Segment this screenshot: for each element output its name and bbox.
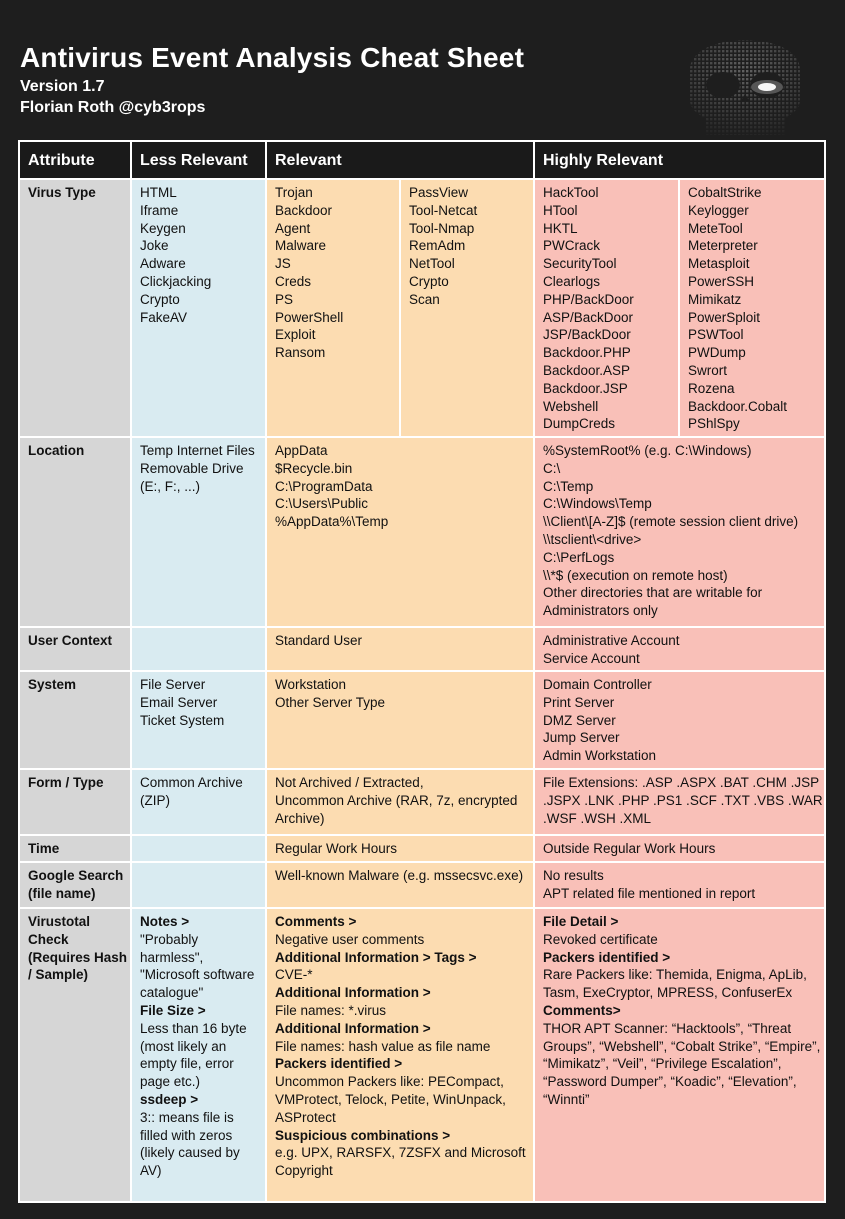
cell-line: Outside Regular Work Hours xyxy=(543,841,716,856)
cell-line: CobaltStrike xyxy=(688,185,762,200)
cell-line: AppData xyxy=(275,443,328,458)
cell-line: C:\ xyxy=(543,460,561,476)
cell-line: DumpCreds xyxy=(543,416,616,432)
cell-line: PShlSpy xyxy=(688,416,740,432)
cell-line: FakeAV xyxy=(140,309,188,325)
cell-line: Agent xyxy=(275,220,311,236)
cell-line: Backdoor.ASP xyxy=(543,362,631,378)
header-less-relevant: Less Relevant xyxy=(132,142,265,178)
cell-line: Location xyxy=(28,443,85,458)
cell-line: Standard User xyxy=(275,633,363,648)
cell-line: C:\Windows\Temp xyxy=(543,496,652,512)
cell-line: Rozena xyxy=(688,380,735,396)
cell-line: C:\Users\Public xyxy=(275,496,369,512)
cell-line: SecurityTool xyxy=(543,256,617,272)
attr-location xyxy=(20,438,130,626)
cell-line: No results xyxy=(543,868,604,883)
cell-line: catalogue" xyxy=(140,985,204,1001)
cell-line: Email Server xyxy=(140,694,218,710)
relevant-virus-type-col1 xyxy=(267,180,399,436)
cell-line: Other Server Type xyxy=(275,694,386,710)
author-label: Florian Roth @cyb3rops xyxy=(20,99,206,116)
cell-line: Comments > xyxy=(275,914,357,929)
relevant-virustotal xyxy=(267,909,533,1201)
cell-line: HKTL xyxy=(543,220,578,236)
cell-line: Service Account xyxy=(543,650,640,666)
cell-line: ASProtect xyxy=(275,1109,336,1125)
cell-line: File Server xyxy=(140,677,206,692)
cell-line: “Winnti” xyxy=(543,1091,590,1107)
cell-line: Crypto xyxy=(140,291,180,307)
cell-line: User Context xyxy=(28,633,113,648)
cell-line: PHP/BackDoor xyxy=(543,291,634,307)
cell-line: JSP/BackDoor xyxy=(543,327,631,343)
cell-line: File Extensions: .ASP .ASPX .BAT .CHM .JSP xyxy=(543,775,820,790)
high-form-type xyxy=(535,770,824,834)
cell-line: File Size > xyxy=(140,1002,206,1018)
cell-line: “Mimikatz”, “Veil”, “Privilege Escalation”, xyxy=(543,1056,782,1072)
cell-line: Additional Information > Tags > xyxy=(275,949,477,965)
less-form-type xyxy=(132,770,265,834)
cell-line: RemAdm xyxy=(409,238,466,254)
attr-form-type xyxy=(20,770,130,834)
cell-line: Print Server xyxy=(543,694,615,710)
cell-line: PSWTool xyxy=(688,327,744,343)
cell-line: Less than 16 byte xyxy=(140,1020,247,1036)
cell-line: HTML xyxy=(140,185,177,200)
cell-line: Archive) xyxy=(275,810,325,826)
cell-line: System xyxy=(28,677,77,692)
cell-line: PWDump xyxy=(688,345,746,361)
cell-line: $Recycle.bin xyxy=(275,460,353,476)
cell-line: \\tsclient\<drive> xyxy=(543,531,642,547)
cell-line: “Password Dumper”, “Koadic”, “Elevation”, xyxy=(543,1074,797,1090)
header-highly-relevant: Highly Relevant xyxy=(535,142,824,178)
cell-line: HTool xyxy=(543,202,578,218)
cell-line: Exploit xyxy=(275,327,316,343)
cell-line: ASP/BackDoor xyxy=(543,309,634,325)
cell-line: Backdoor.Cobalt xyxy=(688,398,788,414)
skull-icon xyxy=(650,10,840,145)
cell-line: JS xyxy=(275,256,291,272)
less-location xyxy=(132,438,265,626)
cell-line: Time xyxy=(28,841,60,856)
high-google-search xyxy=(535,863,824,907)
cell-line: Other directories that are writable for xyxy=(543,585,763,601)
attr-virus-type xyxy=(20,180,130,436)
cell-line: PWCrack xyxy=(543,238,600,254)
relevant-time xyxy=(267,836,533,861)
cell-line: Additional Information > xyxy=(275,985,431,1001)
cell-line: Workstation xyxy=(275,677,347,692)
cell-line: (file name) xyxy=(28,885,96,901)
cell-line: (ZIP) xyxy=(140,792,170,808)
cell-line: .JSPX .LNK .PHP .PS1 .SCF .TXT .VBS .WAR xyxy=(543,792,823,808)
cell-line: DMZ Server xyxy=(543,712,616,728)
cell-line: Iframe xyxy=(140,202,179,218)
cell-line: PassView xyxy=(409,185,469,200)
cell-line: Removable Drive xyxy=(140,460,244,476)
cell-line: Joke xyxy=(140,238,169,254)
cell-line: Temp Internet Files xyxy=(140,443,255,458)
cell-line: Keygen xyxy=(140,220,186,236)
cell-line: THOR APT Scanner: “Hacktools”, “Threat xyxy=(543,1020,792,1036)
cell-line: / Sample) xyxy=(28,967,89,983)
less-user-context xyxy=(132,628,265,670)
cell-line: page etc.) xyxy=(140,1074,201,1090)
cell-line: Virus Type xyxy=(28,185,96,200)
cell-line: Keylogger xyxy=(688,202,749,218)
cell-line: harmless", xyxy=(140,949,204,965)
cell-line: Revoked certificate xyxy=(543,931,658,947)
cell-line: Copyright xyxy=(275,1163,333,1179)
less-time xyxy=(132,836,265,861)
cell-line: C:\PerfLogs xyxy=(543,549,615,565)
high-virus-type-col1 xyxy=(535,180,678,436)
cell-line: 3:: means file is xyxy=(140,1109,234,1125)
cell-line: Meterpreter xyxy=(688,238,758,254)
cell-line: File names: *.virus xyxy=(275,1002,387,1018)
cell-line: File names: hash value as file name xyxy=(275,1038,491,1054)
cell-line: Ransom xyxy=(275,345,326,361)
cell-line: Scan xyxy=(409,291,440,307)
cheat-sheet-table xyxy=(18,140,826,1203)
relevant-location xyxy=(267,438,533,626)
less-google-search xyxy=(132,863,265,907)
cell-line: Malware xyxy=(275,238,327,254)
cell-line: Ticket System xyxy=(140,712,225,728)
cell-line: ssdeep > xyxy=(140,1091,199,1107)
cell-line: Notes > xyxy=(140,914,190,929)
header-attribute: Attribute xyxy=(20,142,130,178)
cell-line: Negative user comments xyxy=(275,931,425,947)
high-system xyxy=(535,672,824,768)
relevant-virus-type-col2 xyxy=(401,180,533,436)
cell-line: HackTool xyxy=(543,185,599,200)
cell-line: Packers identified > xyxy=(275,1056,403,1072)
cell-line: %SystemRoot% (e.g. C:\Windows) xyxy=(543,443,752,458)
cell-line: Administrators only xyxy=(543,603,658,619)
cell-line: C:\Temp xyxy=(543,478,594,494)
less-virustotal xyxy=(132,909,265,1201)
cell-line: PowerShell xyxy=(275,309,344,325)
cell-line: CVE-* xyxy=(275,967,313,983)
cell-line: Trojan xyxy=(275,185,313,200)
attr-time xyxy=(20,836,130,861)
page-title: Antivirus Event Analysis Cheat Sheet xyxy=(20,42,525,73)
cell-line: Administrative Account xyxy=(543,633,680,648)
cell-line: empty file, error xyxy=(140,1056,234,1072)
cell-line: Well-known Malware (e.g. mssecsvc.exe) xyxy=(275,868,524,883)
cell-line: Packers identified > xyxy=(543,949,671,965)
cell-line: \\Client\[A-Z]$ (remote session client drive) xyxy=(543,514,799,530)
cell-line: Not Archived / Extracted, xyxy=(275,775,424,790)
cell-line: Backdoor.PHP xyxy=(543,345,631,361)
cell-line: Metasploit xyxy=(688,256,750,272)
cell-line: Backdoor xyxy=(275,202,333,218)
cell-line: \\*$ (execution on remote host) xyxy=(543,567,728,583)
cell-line: "Probably xyxy=(140,931,199,947)
cell-line: File Detail > xyxy=(543,914,619,929)
cell-line: Tool-Nmap xyxy=(409,220,475,236)
cell-line: Tool-Netcat xyxy=(409,202,478,218)
cell-line: APT related file mentioned in report xyxy=(543,885,756,901)
cell-line: %AppData%\Temp xyxy=(275,514,389,530)
cell-line: Check xyxy=(28,931,69,947)
header xyxy=(0,0,845,140)
version-label: Version 1.7 xyxy=(20,78,105,95)
cell-line: Clearlogs xyxy=(543,273,601,289)
relevant-google-search xyxy=(267,863,533,907)
cell-line: Creds xyxy=(275,273,312,289)
cell-line: NetTool xyxy=(409,256,455,272)
cell-line: "Microsoft software xyxy=(140,967,255,983)
cell-line: (likely caused by xyxy=(140,1145,240,1161)
cell-line: filled with zeros xyxy=(140,1127,233,1143)
cell-line: Uncommon Packers like: PECompact, xyxy=(275,1074,504,1090)
relevant-form-type xyxy=(267,770,533,834)
cell-line: Tasm, ExeCryptor, MPRESS, ConfuserEx xyxy=(543,985,793,1001)
cell-line: Comments> xyxy=(543,1002,621,1018)
cell-line: Domain Controller xyxy=(543,677,652,692)
cell-line: Jump Server xyxy=(543,730,620,746)
cell-line: PowerSploit xyxy=(688,309,761,325)
high-user-context xyxy=(535,628,824,670)
relevant-system xyxy=(267,672,533,768)
cell-line: Crypto xyxy=(409,273,449,289)
cell-line: Mimikatz xyxy=(688,291,742,307)
cell-line: Common Archive xyxy=(140,775,243,790)
cell-line: (most likely an xyxy=(140,1038,227,1054)
cell-line: Admin Workstation xyxy=(543,748,657,764)
cell-line: Google Search xyxy=(28,868,124,883)
high-location xyxy=(535,438,824,626)
cell-line: Swrort xyxy=(688,362,728,378)
attr-google-search xyxy=(20,863,130,907)
cell-line: Adware xyxy=(140,256,186,272)
cell-line: Backdoor.JSP xyxy=(543,380,628,396)
cell-line: Uncommon Archive (RAR, 7z, encrypted xyxy=(275,792,518,808)
cell-line: PS xyxy=(275,291,294,307)
cell-line: Rare Packers like: Themida, Enigma, ApLib, xyxy=(543,967,807,983)
high-virustotal xyxy=(535,909,824,1201)
cell-line: Clickjacking xyxy=(140,273,212,289)
attr-user-context xyxy=(20,628,130,670)
cell-line: Suspicious combinations > xyxy=(275,1127,451,1143)
cell-line: PowerSSH xyxy=(688,273,755,289)
cell-line: MeteTool xyxy=(688,220,743,236)
cell-line: AV) xyxy=(140,1163,162,1179)
cell-line: e.g. UPX, RARSFX, 7ZSFX and Microsoft xyxy=(275,1145,526,1161)
cell-line: .WSF .WSH .XML xyxy=(543,810,651,826)
cell-line: Form / Type xyxy=(28,775,104,790)
attr-virustotal xyxy=(20,909,130,1201)
less-system xyxy=(132,672,265,768)
cell-line: Additional Information > xyxy=(275,1020,431,1036)
cell-line: (Requires Hash xyxy=(28,949,128,965)
less-virus-type xyxy=(132,180,265,436)
high-virus-type-col2 xyxy=(680,180,824,436)
header-relevant: Relevant xyxy=(267,142,533,178)
cell-line: VMProtect, Telock, Petite, WinUnpack, xyxy=(275,1091,506,1107)
cell-line: Webshell xyxy=(543,398,599,414)
attr-system xyxy=(20,672,130,768)
relevant-user-context xyxy=(267,628,533,670)
cell-line: (E:, F:, ...) xyxy=(140,478,200,494)
cell-line: Regular Work Hours xyxy=(275,841,398,856)
cell-line: C:\ProgramData xyxy=(275,478,373,494)
high-time xyxy=(535,836,824,861)
cell-line: Virustotal xyxy=(28,914,91,929)
cell-line: Groups”, “Webshell”, “Cobalt Strike”, “Empire”, xyxy=(543,1038,821,1054)
